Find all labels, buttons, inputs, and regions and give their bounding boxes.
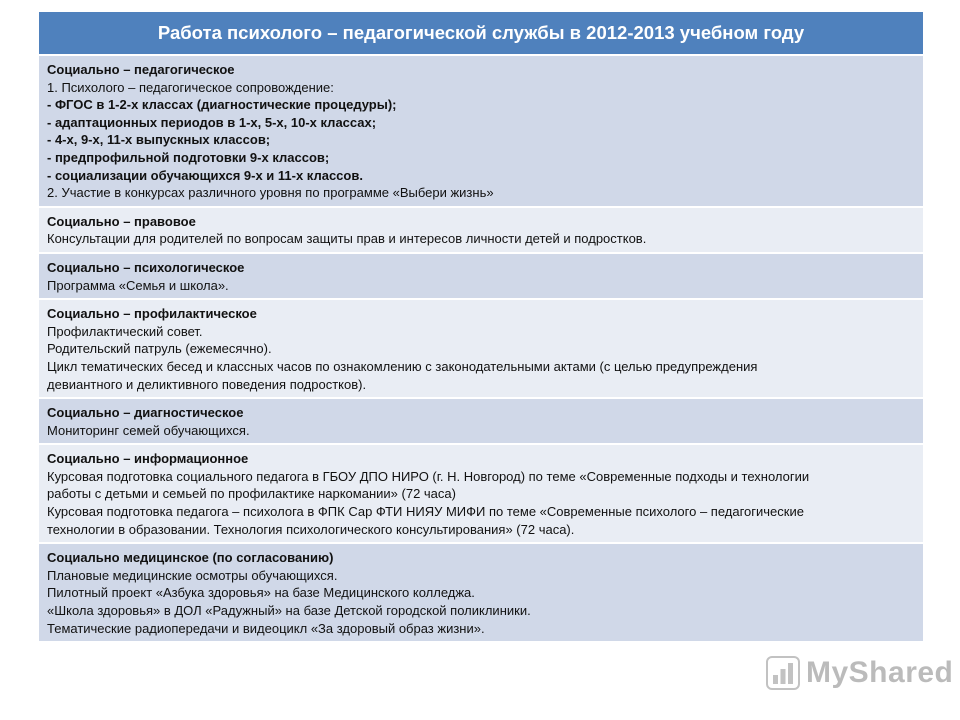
section-heading: Социально – педагогическое <box>47 62 235 77</box>
section-line: Пилотный проект «Азбука здоровья» на базе Медицинского колледжа. <box>47 585 475 601</box>
section-line: 2. Участие в конкурсах различного уровня по программе «Выбери жизнь» <box>47 185 494 201</box>
section-row <box>39 399 923 445</box>
section-line: 1. Психолого – педагогическое сопровождение: <box>47 79 334 95</box>
section-line: - предпрофильной подготовки 9-х классов; <box>47 149 330 165</box>
section-row <box>39 300 923 399</box>
section-line: технологии в образовании. Технология психологического консультирования» (72 часа). <box>47 521 575 537</box>
section-line: - социализации обучающихся 9-х и 11-х классов. <box>47 167 363 183</box>
section-line: «Школа здоровья» в ДОЛ «Радужный» на базе Детской городской поликлиники. <box>47 603 531 619</box>
section-row <box>39 56 923 208</box>
table-body <box>39 56 923 643</box>
section-line: Профилактический совет. <box>47 323 203 339</box>
section-line: Плановые медицинские осмотры обучающихся. <box>47 567 338 583</box>
section-line: Курсовая подготовка педагога – психолога в ФПК Сар ФТИ НИЯУ МИФИ по теме «Современные психолого – педагогические <box>47 504 804 520</box>
section-heading: Социально – профилактическое <box>47 306 257 322</box>
section-heading: Социально медицинское (по согласованию) <box>47 550 334 566</box>
watermark-text: MyShared <box>806 656 954 689</box>
section-line: Тематические радиопередачи и видеоцикл «За здоровый образ жизни». <box>47 620 485 636</box>
section-row <box>39 208 923 254</box>
service-table <box>38 12 924 643</box>
section-heading: Социально – информационное <box>47 451 249 467</box>
section-line: девиантного и деликтивного поведения подростков). <box>47 376 367 392</box>
watermark-logo <box>766 656 953 690</box>
section-line: Цикл тематических бесед и классных часов по ознакомлению с законодательными актами (с целью предупреждения <box>47 358 758 374</box>
section-line: Программа «Семья и школа». <box>47 277 229 293</box>
section-line: Консультации для родителей по вопросам защиты прав и интересов личности детей и подростков. <box>47 231 647 247</box>
section-line: - ФГОС в 1-2-х классах (диагностические процедуры); <box>47 97 397 113</box>
section-heading: Социально – диагностическое <box>47 405 244 421</box>
section-line: - адаптационных периодов в 1-х, 5-х, 10-х классах; <box>47 114 377 130</box>
section-row <box>39 544 923 643</box>
section-line: работы с детьми и семьей по профилактике наркомании» (72 часа) <box>47 486 456 502</box>
table-title: Работа психолого – педагогической службы в 2012-2013 учебном году <box>39 12 923 56</box>
section-line: Родительский патруль (ежемесячно). <box>47 341 272 357</box>
section-heading: Социально – психологическое <box>47 259 245 275</box>
section-row <box>39 254 923 300</box>
section-heading: Социально – правовое <box>47 213 196 229</box>
section-line: Мониторинг семей обучающихся. <box>47 422 250 438</box>
bar-chart-logo-icon <box>766 656 800 690</box>
section-line: Курсовая подготовка социального педагога в ГБОУ ДПО НИРО (г. Н. Новгород) по теме «Современные подходы и технологии <box>47 468 810 484</box>
section-row <box>39 445 923 544</box>
section-line: - 4-х, 9-х, 11-х выпускных классов; <box>47 132 271 148</box>
